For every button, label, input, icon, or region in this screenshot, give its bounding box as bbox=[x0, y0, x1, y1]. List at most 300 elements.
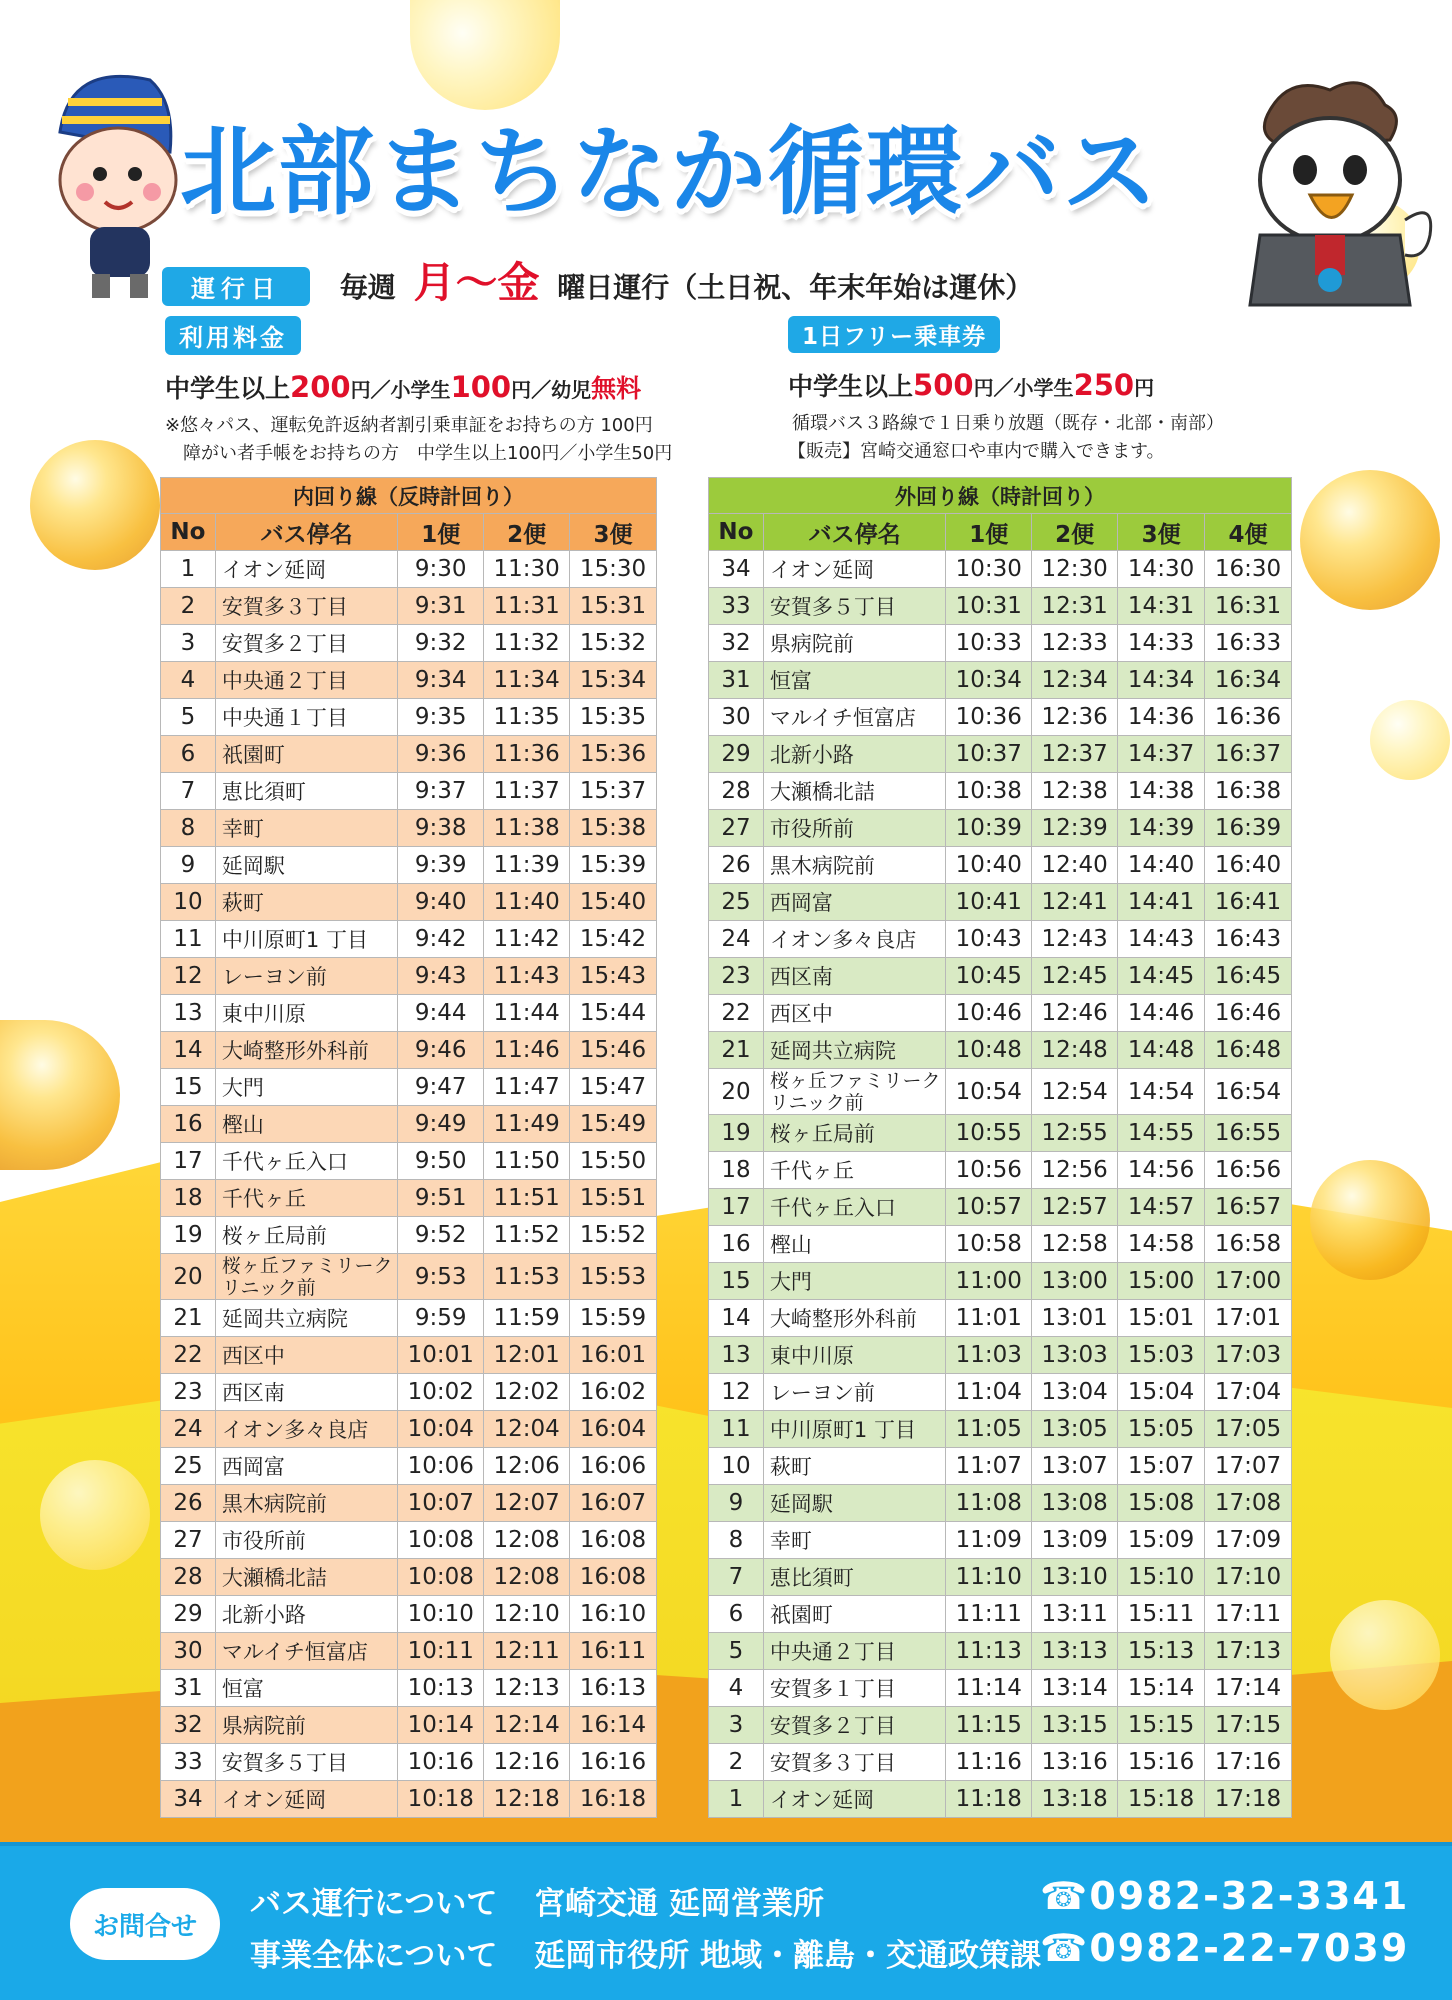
outer-caption: 外回り線（時計回り） bbox=[709, 478, 1292, 514]
stop-name: 北新小路 bbox=[215, 1596, 397, 1633]
departure-time: 9:51 bbox=[398, 1180, 484, 1217]
stop-number: 30 bbox=[161, 1633, 216, 1670]
departure-time: 16:55 bbox=[1205, 1115, 1292, 1152]
departure-time: 13:13 bbox=[1032, 1633, 1118, 1670]
inner-row bbox=[161, 736, 657, 773]
departure-time: 12:45 bbox=[1032, 958, 1118, 995]
stop-number: 14 bbox=[161, 1032, 216, 1069]
departure-time: 17:15 bbox=[1205, 1707, 1292, 1744]
departure-time: 16:31 bbox=[1205, 588, 1292, 625]
departure-time: 15:03 bbox=[1118, 1337, 1205, 1374]
outer-row bbox=[709, 625, 1292, 662]
departure-time: 12:06 bbox=[484, 1448, 570, 1485]
departure-time: 11:03 bbox=[946, 1337, 1032, 1374]
departure-time: 10:55 bbox=[946, 1115, 1032, 1152]
inner-caption: 内回り線（反時計回り） bbox=[161, 478, 657, 514]
departure-time: 11:36 bbox=[484, 736, 570, 773]
stop-number: 6 bbox=[161, 736, 216, 773]
stop-number: 31 bbox=[709, 662, 764, 699]
inner-row bbox=[161, 1374, 657, 1411]
inner-row bbox=[161, 1522, 657, 1559]
outer-row bbox=[709, 1559, 1292, 1596]
stop-name: 恒富 bbox=[215, 1670, 397, 1707]
departure-time: 17:07 bbox=[1205, 1448, 1292, 1485]
departure-time: 9:44 bbox=[398, 995, 484, 1032]
stop-number: 28 bbox=[161, 1559, 216, 1596]
outer-row bbox=[709, 1115, 1292, 1152]
inner-row bbox=[161, 1707, 657, 1744]
departure-time: 12:41 bbox=[1032, 884, 1118, 921]
departure-time: 12:10 bbox=[484, 1596, 570, 1633]
stop-name: 安賀多３丁目 bbox=[763, 1744, 945, 1781]
freepass-text: 円／小学生 bbox=[973, 376, 1074, 400]
outer-header-cell: 2便 bbox=[1032, 514, 1118, 551]
departure-time: 9:32 bbox=[398, 625, 484, 662]
departure-time: 11:14 bbox=[946, 1670, 1032, 1707]
stop-name: 桜ヶ丘ファミリークリニック前 bbox=[763, 1069, 945, 1115]
departure-time: 15:07 bbox=[1118, 1448, 1205, 1485]
departure-time: 9:53 bbox=[398, 1254, 484, 1300]
departure-time: 12:16 bbox=[484, 1744, 570, 1781]
outer-row bbox=[709, 1670, 1292, 1707]
stop-number: 28 bbox=[709, 773, 764, 810]
stop-number: 23 bbox=[161, 1374, 216, 1411]
inner-loop-timetable bbox=[160, 477, 657, 1818]
departure-time: 11:59 bbox=[484, 1300, 570, 1337]
outer-row bbox=[709, 662, 1292, 699]
departure-time: 12:33 bbox=[1032, 625, 1118, 662]
inner-row bbox=[161, 1143, 657, 1180]
stop-number: 25 bbox=[161, 1448, 216, 1485]
contact-org: 宮崎交通 延岡営業所 bbox=[534, 1886, 824, 1922]
departure-time: 9:40 bbox=[398, 884, 484, 921]
stop-name: 西区中 bbox=[763, 995, 945, 1032]
outer-row bbox=[709, 1522, 1292, 1559]
stop-name: 祇園町 bbox=[763, 1596, 945, 1633]
stop-number: 34 bbox=[709, 551, 764, 588]
departure-time: 11:38 bbox=[484, 810, 570, 847]
stop-name: イオン延岡 bbox=[215, 1781, 397, 1818]
departure-time: 12:38 bbox=[1032, 773, 1118, 810]
stop-name: 西区中 bbox=[215, 1337, 397, 1374]
stop-name: 安賀多２丁目 bbox=[215, 625, 397, 662]
departure-time: 16:40 bbox=[1205, 847, 1292, 884]
departure-time: 12:13 bbox=[484, 1670, 570, 1707]
departure-time: 13:04 bbox=[1032, 1374, 1118, 1411]
contact-footer bbox=[0, 1842, 1452, 2000]
inner-header-cell: No bbox=[161, 514, 216, 551]
stop-name: 延岡共立病院 bbox=[763, 1032, 945, 1069]
departure-time: 15:05 bbox=[1118, 1411, 1205, 1448]
departure-time: 12:40 bbox=[1032, 847, 1118, 884]
stop-number: 19 bbox=[709, 1115, 764, 1152]
inner-row bbox=[161, 1670, 657, 1707]
freepass-label: 1日フリー乗車券 bbox=[788, 316, 1000, 353]
departure-time: 10:06 bbox=[398, 1448, 484, 1485]
departure-time: 12:46 bbox=[1032, 995, 1118, 1032]
departure-time: 11:35 bbox=[484, 699, 570, 736]
departure-time: 9:38 bbox=[398, 810, 484, 847]
stop-name: 延岡駅 bbox=[215, 847, 397, 884]
departure-time: 12:57 bbox=[1032, 1189, 1118, 1226]
departure-time: 11:07 bbox=[946, 1448, 1032, 1485]
departure-time: 14:55 bbox=[1118, 1115, 1205, 1152]
departure-time: 10:07 bbox=[398, 1485, 484, 1522]
departure-time: 15:01 bbox=[1118, 1300, 1205, 1337]
departure-time: 12:43 bbox=[1032, 921, 1118, 958]
stop-name: 幸町 bbox=[763, 1522, 945, 1559]
departure-time: 15:36 bbox=[570, 736, 657, 773]
outer-row bbox=[709, 1152, 1292, 1189]
fare-text: 中学生以上 bbox=[165, 374, 291, 403]
stop-number: 26 bbox=[709, 847, 764, 884]
departure-time: 16:16 bbox=[570, 1744, 657, 1781]
stop-name: 安賀多３丁目 bbox=[215, 588, 397, 625]
departure-time: 9:49 bbox=[398, 1106, 484, 1143]
departure-time: 12:37 bbox=[1032, 736, 1118, 773]
departure-time: 9:42 bbox=[398, 921, 484, 958]
departure-time: 9:46 bbox=[398, 1032, 484, 1069]
inner-row bbox=[161, 588, 657, 625]
departure-time: 11:18 bbox=[946, 1781, 1032, 1818]
outer-row bbox=[709, 1707, 1292, 1744]
departure-time: 9:36 bbox=[398, 736, 484, 773]
departure-time: 15:46 bbox=[570, 1032, 657, 1069]
outer-row bbox=[709, 1337, 1292, 1374]
departure-time: 17:14 bbox=[1205, 1670, 1292, 1707]
departure-time: 13:16 bbox=[1032, 1744, 1118, 1781]
departure-time: 11:15 bbox=[946, 1707, 1032, 1744]
stop-name: 西岡富 bbox=[215, 1448, 397, 1485]
departure-time: 15:08 bbox=[1118, 1485, 1205, 1522]
departure-time: 11:09 bbox=[946, 1522, 1032, 1559]
departure-time: 14:30 bbox=[1118, 551, 1205, 588]
fare-free: 無料 bbox=[591, 374, 642, 403]
departure-time: 11:50 bbox=[484, 1143, 570, 1180]
stop-number: 33 bbox=[709, 588, 764, 625]
contact-line-2 bbox=[250, 1930, 1041, 1975]
departure-time: 12:54 bbox=[1032, 1069, 1118, 1115]
stop-name: イオン延岡 bbox=[215, 551, 397, 588]
stop-name: 東中川原 bbox=[763, 1337, 945, 1374]
departure-time: 16:10 bbox=[570, 1596, 657, 1633]
inner-header-cell: 1便 bbox=[398, 514, 484, 551]
departure-time: 15:00 bbox=[1118, 1263, 1205, 1300]
departure-time: 17:00 bbox=[1205, 1263, 1292, 1300]
stop-name: 幸町 bbox=[215, 810, 397, 847]
mascot-bird-icon bbox=[1200, 70, 1450, 320]
departure-time: 15:47 bbox=[570, 1069, 657, 1106]
outer-row bbox=[709, 1633, 1292, 1670]
outer-row bbox=[709, 588, 1292, 625]
departure-time: 13:11 bbox=[1032, 1596, 1118, 1633]
inner-row bbox=[161, 662, 657, 699]
departure-time: 10:58 bbox=[946, 1226, 1032, 1263]
stop-number: 27 bbox=[161, 1522, 216, 1559]
departure-time: 9:39 bbox=[398, 847, 484, 884]
departure-time: 16:43 bbox=[1205, 921, 1292, 958]
departure-time: 13:09 bbox=[1032, 1522, 1118, 1559]
stop-number: 32 bbox=[161, 1707, 216, 1744]
departure-time: 15:39 bbox=[570, 847, 657, 884]
stop-name: 黒木病院前 bbox=[763, 847, 945, 884]
outer-row bbox=[709, 1596, 1292, 1633]
stop-name: 桜ヶ丘ファミリークリニック前 bbox=[215, 1254, 397, 1300]
departure-time: 13:00 bbox=[1032, 1263, 1118, 1300]
outer-row bbox=[709, 1448, 1292, 1485]
inner-row bbox=[161, 995, 657, 1032]
departure-time: 17:01 bbox=[1205, 1300, 1292, 1337]
departure-time: 13:03 bbox=[1032, 1337, 1118, 1374]
departure-time: 10:46 bbox=[946, 995, 1032, 1032]
outer-row bbox=[709, 1744, 1292, 1781]
outer-row bbox=[709, 736, 1292, 773]
departure-time: 10:33 bbox=[946, 625, 1032, 662]
departure-time: 9:35 bbox=[398, 699, 484, 736]
departure-time: 14:36 bbox=[1118, 699, 1205, 736]
departure-time: 11:44 bbox=[484, 995, 570, 1032]
departure-time: 14:56 bbox=[1118, 1152, 1205, 1189]
freepass-note: 循環バス３路線で１日乗り放題（既存・北部・南部） bbox=[792, 413, 1224, 434]
departure-time: 15:49 bbox=[570, 1106, 657, 1143]
departure-time: 9:34 bbox=[398, 662, 484, 699]
operation-days: 月～金 bbox=[413, 258, 540, 307]
departure-time: 11:52 bbox=[484, 1217, 570, 1254]
fare-text: 円／小学生 bbox=[350, 378, 451, 402]
stop-name: 千代ヶ丘入口 bbox=[763, 1189, 945, 1226]
inner-row bbox=[161, 1744, 657, 1781]
fare-prices bbox=[165, 369, 765, 405]
departure-time: 10:57 bbox=[946, 1189, 1032, 1226]
departure-time: 13:14 bbox=[1032, 1670, 1118, 1707]
inner-row bbox=[161, 1300, 657, 1337]
departure-time: 16:13 bbox=[570, 1670, 657, 1707]
departure-time: 17:08 bbox=[1205, 1485, 1292, 1522]
stop-number: 3 bbox=[709, 1707, 764, 1744]
fare-section bbox=[165, 316, 765, 465]
departure-time: 15:16 bbox=[1118, 1744, 1205, 1781]
departure-time: 14:39 bbox=[1118, 810, 1205, 847]
departure-time: 16:18 bbox=[570, 1781, 657, 1818]
outer-header-cell: 4便 bbox=[1205, 514, 1292, 551]
inner-row bbox=[161, 1781, 657, 1818]
departure-time: 16:46 bbox=[1205, 995, 1292, 1032]
stop-name: 市役所前 bbox=[215, 1522, 397, 1559]
departure-time: 14:46 bbox=[1118, 995, 1205, 1032]
stop-number: 30 bbox=[709, 699, 764, 736]
departure-time: 15:42 bbox=[570, 921, 657, 958]
departure-time: 11:08 bbox=[946, 1485, 1032, 1522]
departure-time: 12:39 bbox=[1032, 810, 1118, 847]
stop-number: 8 bbox=[709, 1522, 764, 1559]
departure-time: 11:51 bbox=[484, 1180, 570, 1217]
stop-name: 延岡駅 bbox=[763, 1485, 945, 1522]
decor-bubble bbox=[1370, 700, 1450, 780]
departure-time: 11:04 bbox=[946, 1374, 1032, 1411]
departure-time: 10:38 bbox=[946, 773, 1032, 810]
stop-name: 県病院前 bbox=[215, 1707, 397, 1744]
fare-text: 円／幼児 bbox=[511, 378, 592, 402]
stop-number: 21 bbox=[709, 1032, 764, 1069]
departure-time: 17:04 bbox=[1205, 1374, 1292, 1411]
departure-time: 15:11 bbox=[1118, 1596, 1205, 1633]
departure-time: 11:34 bbox=[484, 662, 570, 699]
departure-time: 17:09 bbox=[1205, 1522, 1292, 1559]
departure-time: 11:53 bbox=[484, 1254, 570, 1300]
inner-row bbox=[161, 958, 657, 995]
departure-time: 11:43 bbox=[484, 958, 570, 995]
departure-time: 10:08 bbox=[398, 1522, 484, 1559]
departure-time: 9:50 bbox=[398, 1143, 484, 1180]
departure-time: 12:08 bbox=[484, 1559, 570, 1596]
departure-time: 9:47 bbox=[398, 1069, 484, 1106]
departure-time: 10:31 bbox=[946, 588, 1032, 625]
stop-number: 2 bbox=[161, 588, 216, 625]
departure-time: 10:54 bbox=[946, 1069, 1032, 1115]
stop-name: 中央通１丁目 bbox=[215, 699, 397, 736]
contact-topic: バス運行について bbox=[250, 1886, 498, 1922]
departure-time: 14:41 bbox=[1118, 884, 1205, 921]
departure-time: 16:06 bbox=[570, 1448, 657, 1485]
stop-name: 恵比須町 bbox=[763, 1559, 945, 1596]
departure-time: 10:18 bbox=[398, 1781, 484, 1818]
inner-row bbox=[161, 1106, 657, 1143]
departure-time: 13:01 bbox=[1032, 1300, 1118, 1337]
departure-time: 15:35 bbox=[570, 699, 657, 736]
departure-time: 16:01 bbox=[570, 1337, 657, 1374]
outer-row bbox=[709, 1189, 1292, 1226]
stop-name: 安賀多５丁目 bbox=[215, 1744, 397, 1781]
contact-badge: お問合せ bbox=[70, 1888, 220, 1960]
stop-number: 12 bbox=[161, 958, 216, 995]
outer-row bbox=[709, 699, 1292, 736]
stop-number: 34 bbox=[161, 1781, 216, 1818]
fare-label: 利用料金 bbox=[165, 316, 301, 355]
departure-time: 9:30 bbox=[398, 551, 484, 588]
contact-phone-1[interactable]: ☎0982-32-3341 bbox=[1040, 1874, 1410, 1918]
departure-time: 12:55 bbox=[1032, 1115, 1118, 1152]
departure-time: 9:59 bbox=[398, 1300, 484, 1337]
operation-prefix: 毎週 bbox=[339, 271, 396, 304]
stop-name: 東中川原 bbox=[215, 995, 397, 1032]
departure-time: 11:46 bbox=[484, 1032, 570, 1069]
departure-time: 16:56 bbox=[1205, 1152, 1292, 1189]
stop-name: イオン多々良店 bbox=[763, 921, 945, 958]
departure-time: 9:37 bbox=[398, 773, 484, 810]
stop-name: 桜ヶ丘局前 bbox=[215, 1217, 397, 1254]
departure-time: 15:09 bbox=[1118, 1522, 1205, 1559]
inner-row bbox=[161, 921, 657, 958]
stop-name: 県病院前 bbox=[763, 625, 945, 662]
departure-time: 9:31 bbox=[398, 588, 484, 625]
stop-name: イオン延岡 bbox=[763, 551, 945, 588]
stop-name: 萩町 bbox=[763, 1448, 945, 1485]
departure-time: 16:34 bbox=[1205, 662, 1292, 699]
departure-time: 16:30 bbox=[1205, 551, 1292, 588]
decor-bubble bbox=[0, 1020, 120, 1170]
inner-row bbox=[161, 551, 657, 588]
departure-time: 12:07 bbox=[484, 1485, 570, 1522]
departure-time: 17:16 bbox=[1205, 1744, 1292, 1781]
departure-time: 13:18 bbox=[1032, 1781, 1118, 1818]
stop-number: 11 bbox=[709, 1411, 764, 1448]
stop-number: 10 bbox=[709, 1448, 764, 1485]
stop-name: 延岡共立病院 bbox=[215, 1300, 397, 1337]
inner-row bbox=[161, 847, 657, 884]
stop-name: 中川原町1 丁目 bbox=[763, 1411, 945, 1448]
departure-time: 14:43 bbox=[1118, 921, 1205, 958]
departure-time: 11:16 bbox=[946, 1744, 1032, 1781]
outer-header-cell: No bbox=[709, 514, 764, 551]
departure-time: 15:15 bbox=[1118, 1707, 1205, 1744]
outer-row bbox=[709, 921, 1292, 958]
stop-name: レーヨン前 bbox=[215, 958, 397, 995]
stop-name: 安賀多５丁目 bbox=[763, 588, 945, 625]
departure-time: 11:05 bbox=[946, 1411, 1032, 1448]
contact-phone-2[interactable]: ☎0982-22-7039 bbox=[1040, 1926, 1410, 1970]
contact-line-1 bbox=[250, 1878, 824, 1923]
stop-number: 8 bbox=[161, 810, 216, 847]
inner-row bbox=[161, 1448, 657, 1485]
stop-number: 5 bbox=[161, 699, 216, 736]
outer-row bbox=[709, 1263, 1292, 1300]
departure-time: 11:13 bbox=[946, 1633, 1032, 1670]
departure-time: 12:58 bbox=[1032, 1226, 1118, 1263]
departure-time: 14:38 bbox=[1118, 773, 1205, 810]
departure-time: 16:38 bbox=[1205, 773, 1292, 810]
departure-time: 10:16 bbox=[398, 1744, 484, 1781]
stop-name: 大瀬橋北詰 bbox=[215, 1559, 397, 1596]
freepass-price: 500 bbox=[913, 368, 974, 402]
contact-topic: 事業全体について bbox=[250, 1938, 498, 1974]
departure-time: 14:33 bbox=[1118, 625, 1205, 662]
stop-number: 24 bbox=[709, 921, 764, 958]
departure-time: 14:37 bbox=[1118, 736, 1205, 773]
freepass-price: 250 bbox=[1073, 368, 1135, 402]
departure-time: 13:10 bbox=[1032, 1559, 1118, 1596]
departure-time: 11:49 bbox=[484, 1106, 570, 1143]
stop-number: 5 bbox=[709, 1633, 764, 1670]
departure-time: 16:07 bbox=[570, 1485, 657, 1522]
departure-time: 15:52 bbox=[570, 1217, 657, 1254]
departure-time: 15:32 bbox=[570, 625, 657, 662]
stop-name: 西区南 bbox=[215, 1374, 397, 1411]
stop-number: 2 bbox=[709, 1744, 764, 1781]
outer-row bbox=[709, 847, 1292, 884]
stop-number: 9 bbox=[709, 1485, 764, 1522]
departure-time: 14:48 bbox=[1118, 1032, 1205, 1069]
departure-time: 15:50 bbox=[570, 1143, 657, 1180]
outer-header-cell: バス停名 bbox=[763, 514, 945, 551]
stop-number: 11 bbox=[161, 921, 216, 958]
fare-price: 200 bbox=[290, 370, 351, 404]
departure-time: 15:51 bbox=[570, 1180, 657, 1217]
departure-time: 16:11 bbox=[570, 1633, 657, 1670]
freepass-note: 【販売】宮崎交通窓口や車内で購入できます。 bbox=[788, 441, 1165, 462]
departure-time: 14:54 bbox=[1118, 1069, 1205, 1115]
outer-row bbox=[709, 810, 1292, 847]
departure-time: 13:07 bbox=[1032, 1448, 1118, 1485]
stop-number: 17 bbox=[161, 1143, 216, 1180]
departure-time: 10:39 bbox=[946, 810, 1032, 847]
decor-bubble bbox=[1310, 1160, 1430, 1280]
departure-time: 15:31 bbox=[570, 588, 657, 625]
departure-time: 15:40 bbox=[570, 884, 657, 921]
stop-name: 北新小路 bbox=[763, 736, 945, 773]
departure-time: 12:31 bbox=[1032, 588, 1118, 625]
departure-time: 16:36 bbox=[1205, 699, 1292, 736]
departure-time: 10:11 bbox=[398, 1633, 484, 1670]
